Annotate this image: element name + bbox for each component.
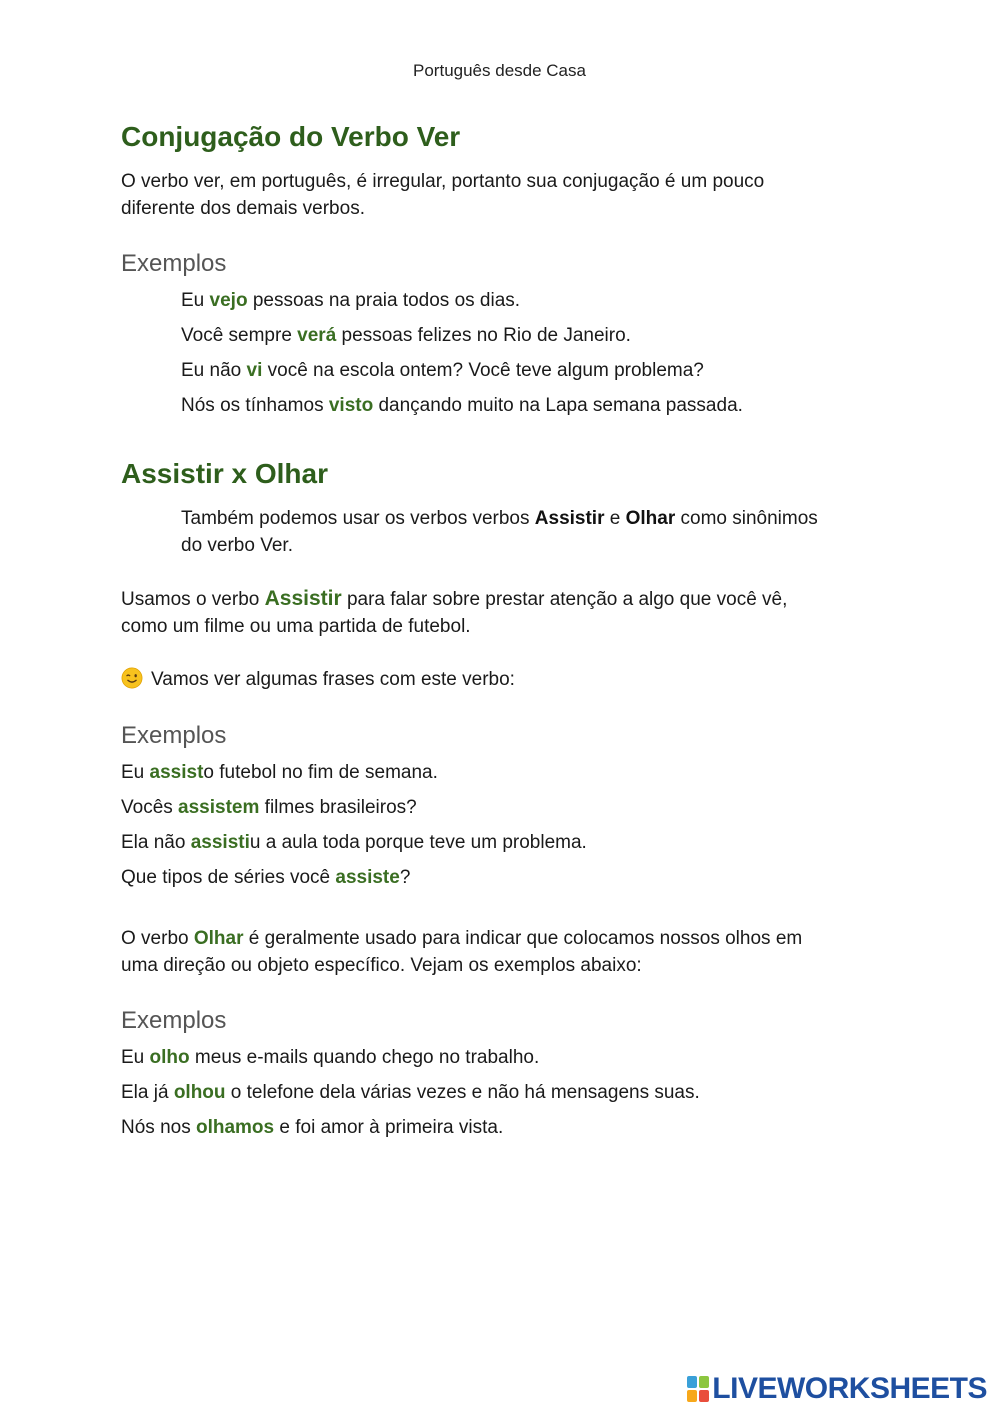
assistir-paragraph-line-1: Usamos o verbo Assistir para falar sobre prestar atenção a algo que você vê, [121, 587, 788, 610]
examples-heading: Exemplos [121, 722, 227, 749]
verb-highlight: olhou [173, 1082, 226, 1103]
verb-highlight: vejo [209, 290, 248, 311]
verb-highlight: verá [297, 325, 337, 346]
example-sentence: Ela não assistiu a aula toda porque teve um problema. [121, 832, 587, 853]
verb-highlight: olho [149, 1047, 190, 1068]
section-title-verbo-ver: Conjugação do Verbo Ver [121, 121, 461, 152]
verb-highlight: assiste [335, 867, 400, 888]
intro-paragraph-line-1: O verbo ver, em português, é irregular, portanto sua conjugação é um pouco [121, 171, 765, 192]
synonyms-note-line-2: do verbo Ver. [181, 535, 293, 556]
example-sentence: Eu assisto futebol no fim de semana. [121, 762, 438, 783]
example-sentence: Você sempre verá pessoas felizes no Rio de Janeiro. [181, 325, 631, 346]
verb-highlight: visto [328, 395, 374, 416]
example-sentence: Nós nos olhamos e foi amor à primeira vista. [121, 1117, 504, 1138]
examples-heading: Exemplos [121, 250, 227, 277]
example-sentence: Eu olho meus e-mails quando chego no trabalho. [121, 1047, 540, 1068]
section-title-assistir-olhar: Assistir x Olhar [121, 458, 328, 489]
example-sentence: Nós os tínhamos visto dançando muito na Lapa semana passada. [181, 395, 743, 416]
synonyms-note-line-1: Também podemos usar os verbos verbos Assistir e Olhar como sinônimos [181, 508, 818, 529]
verb-highlight: Olhar [193, 928, 244, 949]
verb-highlight: Assistir [264, 587, 342, 610]
olhar-paragraph-line-2: uma direção ou objeto específico. Vejam os exemplos abaixo: [121, 955, 642, 976]
winking-face-icon [121, 667, 143, 689]
verb-highlight: assist [149, 762, 204, 783]
logo-text: LIVEWORKSHEETS [712, 1372, 987, 1405]
verb-highlight: vi [246, 360, 263, 381]
examples-heading: Exemplos [121, 1007, 227, 1034]
assistir-paragraph-line-2: como um filme ou uma partida de futebol. [121, 616, 471, 637]
emoji-line: Vamos ver algumas frases com este verbo: [121, 666, 515, 693]
verb-highlight: olhamos [195, 1117, 275, 1138]
verb-highlight: assistem [178, 797, 260, 818]
example-sentence: Eu não vi você na escola ontem? Você teve algum problema? [181, 360, 704, 381]
verb-highlight: assisti [190, 832, 250, 853]
intro-paragraph-line-2: diferente dos demais verbos. [121, 198, 365, 219]
example-sentence: Eu vejo pessoas na praia todos os dias. [181, 290, 521, 311]
example-sentence: Que tipos de séries você assiste? [121, 867, 411, 888]
example-sentence: Vocês assistem filmes brasileiros? [121, 797, 417, 818]
liveworksheets-logo-icon [687, 1376, 709, 1402]
olhar-paragraph-line-1: O verbo Olhar é geralmente usado para indicar que colocamos nossos olhos em [121, 928, 803, 949]
liveworksheets-logo[interactable] [687, 1372, 987, 1406]
example-sentence: Ela já olhou o telefone dela várias vezes e não há mensagens suas. [121, 1082, 700, 1103]
page-header: Português desde Casa [413, 61, 586, 80]
